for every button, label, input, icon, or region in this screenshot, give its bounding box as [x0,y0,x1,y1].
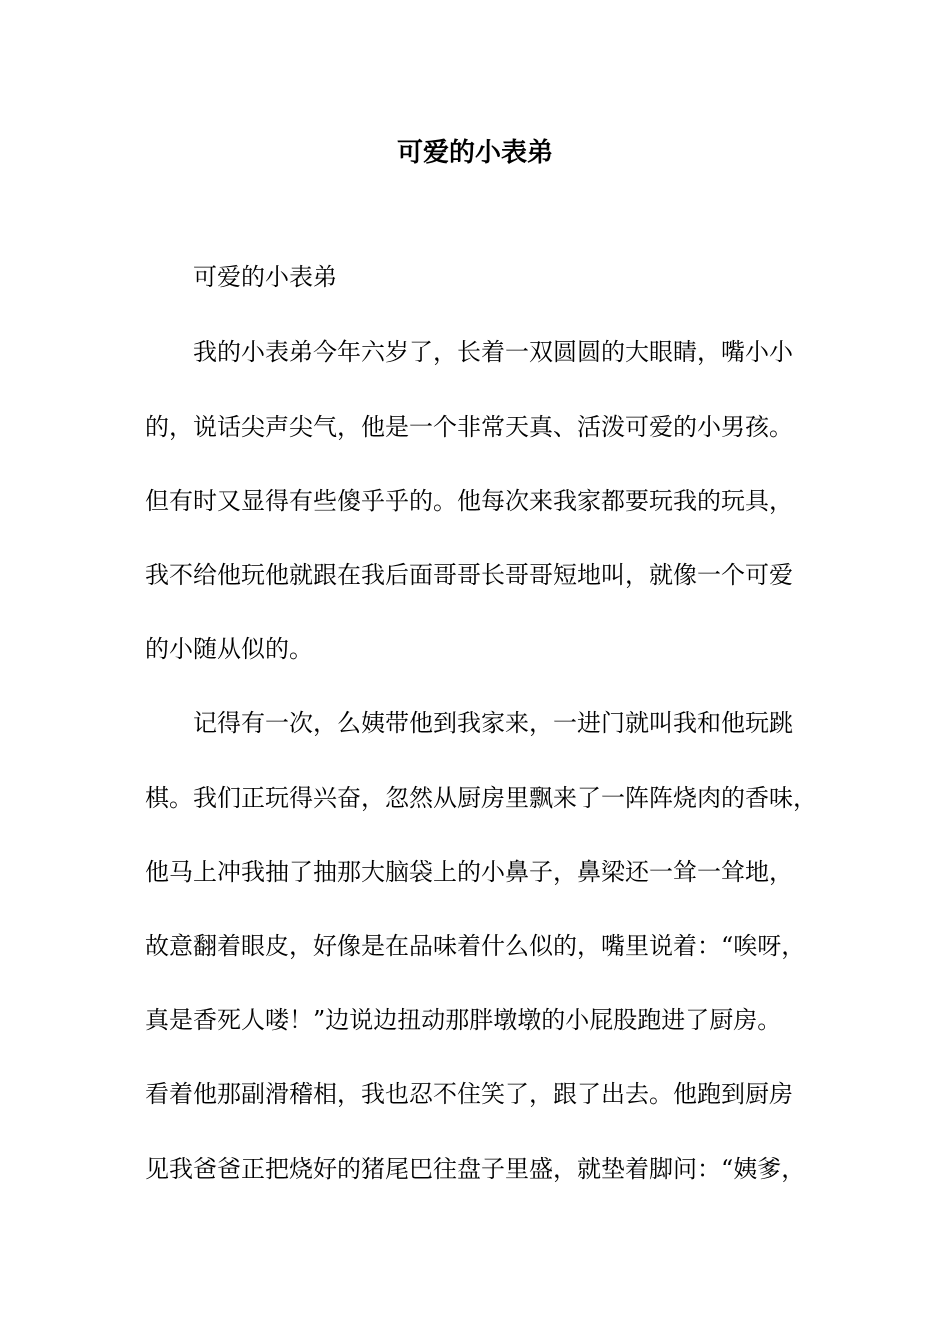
document-title: 可爱的小表弟 [396,138,553,168]
text-line: 他马上冲我抽了抽那大脑袋上的小鼻子，鼻梁还一耸一耸地， [145,858,793,886]
text-line: 棋。我们正玩得兴奋，忽然从厨房里飘来了一阵阵烧肉的香味， [145,784,817,812]
text-line: 的小随从似的。 [145,635,313,663]
text-line: 我的小表弟今年六岁了，长着一双圆圆的大眼睛，嘴小小 [193,338,793,366]
subtitle-line: 可爱的小表弟 [193,263,337,291]
text-line: 真是香死人喽！”边说边扭动那胖墩墩的小屁股跑进了厨房。 [145,1006,782,1034]
text-line: 见我爸爸正把烧好的猪尾巴往盘子里盛，就垫着脚问：“姨爹， [145,1155,806,1183]
text-line: 我不给他玩他就跟在我后面哥哥长哥哥短地叫，就像一个可爱 [145,561,793,589]
text-line: 看着他那副滑稽相，我也忍不住笑了，跟了出去。他跑到厨房 [145,1080,793,1108]
text-line: 故意翻着眼皮，好像是在品味着什么似的，嘴里说着：“唉呀， [145,932,806,960]
text-line: 记得有一次，么姨带他到我家来，一进门就叫我和他玩跳 [193,709,793,737]
text-line: 的，说话尖声尖气，他是一个非常天真、活泼可爱的小男孩。 [145,413,793,441]
text-line: 但有时又显得有些傻乎乎的。他每次来我家都要玩我的玩具， [145,487,793,515]
